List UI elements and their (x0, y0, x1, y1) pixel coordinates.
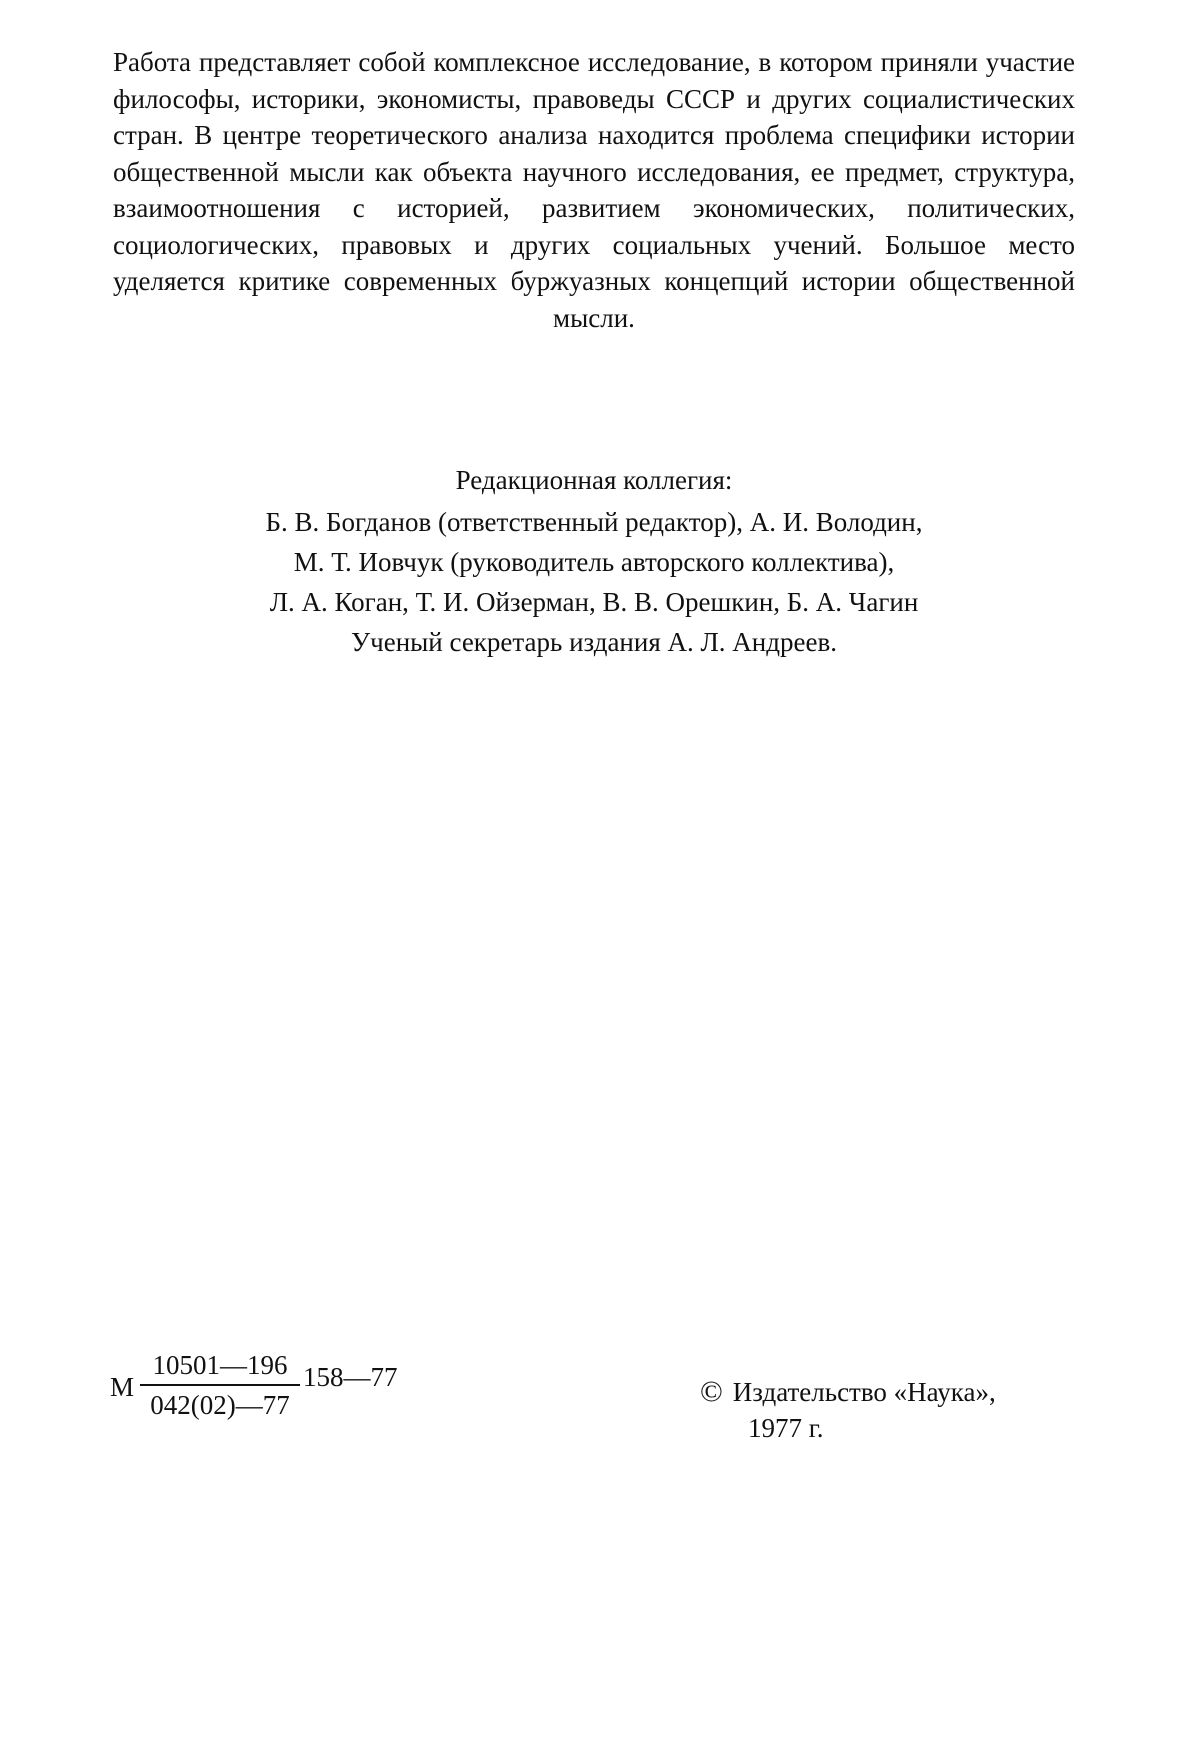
index-denominator: 042(02)—77 (150, 1390, 290, 1420)
index-fraction (140, 1348, 300, 1424)
copyright-icon: © (700, 1375, 723, 1408)
abstract-paragraph: Работа представляет собой комплексное исследование, в котором приняли участие философы, историки, экономисты, правоведы СССР и других социалистических стран. В центре теоретического анализа находится проблема специфики истории общественной мысли как объекта научного исследования, ее предмет, структура, взаимоотношения с историей, развитием экономических, политических, социологических, правовых и других социальных учений. Большое место уделяется критике современных буржуазных концепций истории общественной мысли. (113, 47, 1075, 333)
editorial-board-line: Б. В. Богданов (ответственный редактор), А. И. Володин, (265, 507, 923, 537)
publication-index (110, 1348, 440, 1428)
scientific-secretary-line: Ученый секретарь издания А. Л. Андреев. (351, 627, 837, 657)
editorial-board (113, 460, 1075, 662)
index-numerator: 10501—196 (140, 1348, 300, 1386)
index-tail: 158—77 (303, 1362, 398, 1392)
editorial-board-heading: Редакционная коллегия: (455, 465, 733, 495)
editorial-board-line: М. Т. Иовчук (руководитель авторского коллектива), (293, 547, 895, 577)
publication-year: 1977 г. (748, 1413, 824, 1443)
copyright-notice (700, 1374, 1100, 1446)
index-letter: М (110, 1372, 135, 1402)
editorial-board-line: Л. А. Коган, Т. И. Ойзерман, В. В. Орешкин, Б. А. Чагин (269, 587, 919, 617)
publisher-name: Издательство «Наука», (732, 1377, 996, 1407)
